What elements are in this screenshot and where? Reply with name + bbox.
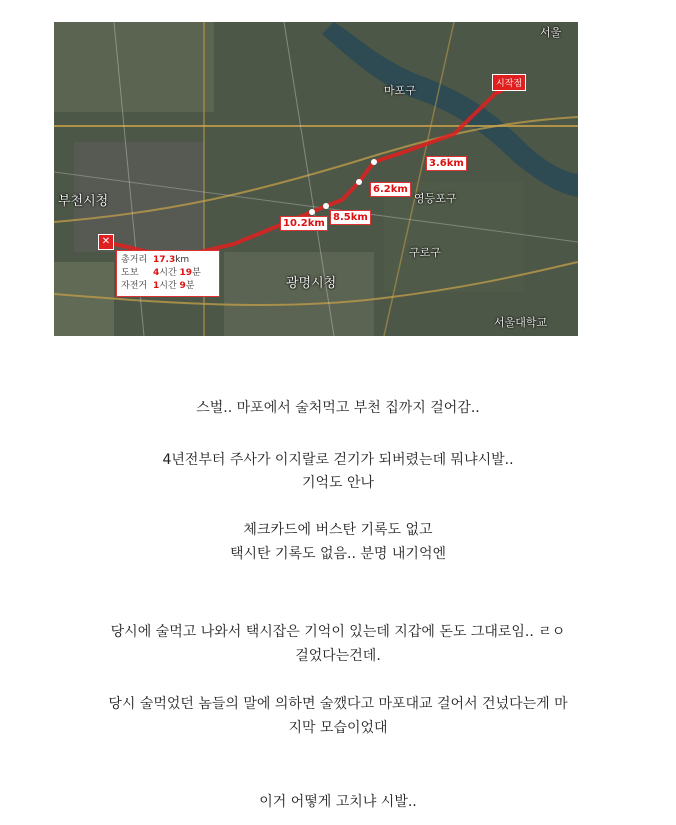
summary-walk-label: 도보	[121, 268, 139, 278]
map-label-bucheon: 부천시청	[58, 194, 109, 209]
map-label-gwangmyeong: 광명시청	[286, 276, 337, 291]
route-summary-box	[116, 250, 220, 297]
summary-bike-minutes-unit: 분	[185, 281, 195, 291]
summary-bike-label: 자전거	[121, 281, 148, 291]
post-line-7: 걸었다는건데.	[295, 648, 381, 664]
map-label-yeongdeungpo: 영등포구	[414, 192, 457, 205]
map-label-mapo: 마포구	[384, 84, 416, 97]
distance-value: 6.2	[373, 184, 391, 195]
distance-unit: km	[350, 212, 368, 223]
end-point-marker[interactable]: ✕	[98, 234, 114, 250]
post-line-8: 당시 술먹었던 놈들의 말에 의하면 술깼다고 마포대교 걸어서 건넜다는게 마	[108, 696, 568, 712]
distance-marker-2	[370, 182, 411, 197]
summary-bike-hours: 1	[153, 281, 160, 291]
post-line-4: 체크카드에 버스탄 기록도 없고	[243, 522, 433, 538]
summary-walk-row	[121, 267, 215, 280]
summary-total-unit: km	[175, 255, 190, 265]
post-line-2: 4년전부터 주사가 이지랄로 걷기가 되버렸는데 뭐냐시발..	[162, 452, 514, 468]
map-label-seoul: 서울	[540, 26, 562, 39]
distance-unit: km	[307, 218, 325, 229]
summary-total-value: 17.3	[153, 255, 176, 265]
distance-marker-4	[280, 216, 328, 231]
route-map[interactable]	[54, 22, 578, 336]
post-line-9: 지막 모습이었대	[288, 720, 388, 736]
summary-total-label: 총거리	[121, 255, 148, 265]
map-label-guro: 구로구	[409, 246, 441, 259]
distance-unit: km	[446, 158, 464, 169]
distance-marker-1	[426, 156, 467, 171]
summary-walk-minutes-unit: 분	[192, 268, 201, 278]
summary-walk-hours: 4	[153, 268, 160, 278]
summary-bike-hours-unit: 시간	[159, 281, 177, 291]
summary-bike-minutes: 9	[179, 281, 186, 291]
post-line-1: 스벌.. 마포에서 술처먹고 부천 집까지 걸어감..	[196, 400, 480, 416]
distance-value: 3.6	[429, 158, 447, 169]
summary-bike-row	[121, 280, 215, 293]
distance-value: 10.2	[283, 218, 308, 229]
distance-value: 8.5	[333, 212, 351, 223]
post-line-5: 택시탄 기록도 없음.. 분명 내기억엔	[229, 546, 447, 562]
post-line-10: 이거 어떻게 고치냐 시발..	[259, 794, 417, 810]
post-line-6: 당시에 술먹고 나와서 택시잡은 기억이 있는데 지갑에 돈도 그대로임.. ㄹㅇ	[110, 624, 566, 640]
post-line-3: 기억도 안나	[301, 475, 375, 491]
summary-walk-minutes: 19	[179, 268, 193, 278]
map-label-seoul-univ: 서울대학교	[494, 316, 548, 329]
summary-walk-hours-unit: 시간	[159, 268, 177, 278]
distance-unit: km	[390, 184, 408, 195]
start-point-marker[interactable]: 시작점	[492, 74, 526, 91]
summary-total-row	[121, 254, 215, 267]
distance-marker-3	[330, 210, 371, 225]
